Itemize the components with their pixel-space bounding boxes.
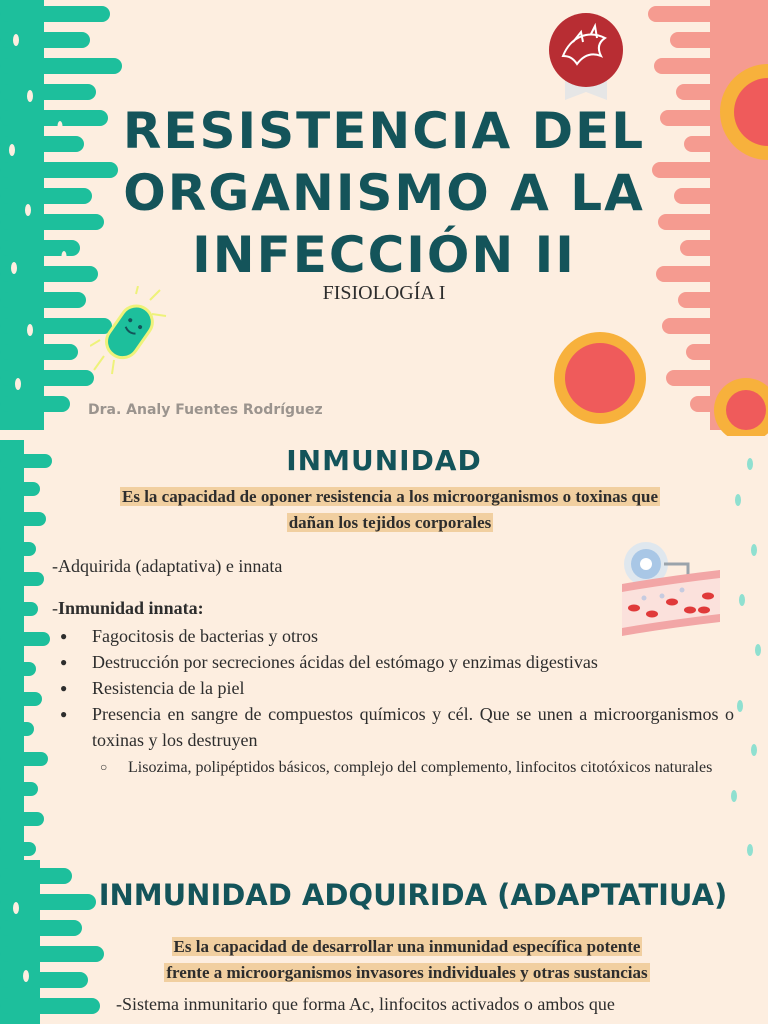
innate-immunity-list [52,623,734,753]
list-item: ● Resistencia de la piel [52,675,734,701]
university-logo-icon [545,12,627,104]
section-heading-inmunidad-adquirida: INMUNIDAD ADQUIRIDA (ADAPTATIUA) [98,878,728,912]
subtitle: FISIOLOGÍA I [322,282,446,304]
inmunidad-definition [40,484,740,536]
definition-line-1: Es la capacidad de oponer resistencia a los microorganismos o toxinas que [122,487,658,506]
adaptive-system-line: -Sistema inmunitario que forma Ac, linfocitos activados o ambos que [116,994,615,1014]
author-name: Dra. Analy Fuentes Rodríguez [88,402,323,418]
sub-list-item: ○ Lisozima, polipéptidos básicos, complejo del complemento, linfocitos citotóxicos naturales [128,756,734,779]
section-heading-inmunidad: INMUNIDAD [286,444,482,477]
adquirida-definition [60,934,754,986]
red-cell-icon [553,331,647,425]
page-title-line-3: INFECCIÓN II [192,226,576,284]
page-title-line-1: RESISTENCIA DEL [122,102,646,160]
immunity-types-line: -Adquirida (adaptativa) e innata [52,556,283,576]
innate-label-prefix: - [52,598,58,618]
page-title-line-2: ORGANISMO A LA [123,164,645,222]
adaptive-definition-line-1: Es la capacidad de desarrollar una inmunidad específica potente [173,937,641,956]
innate-label-text: Inmunidad innata: [58,598,204,618]
definition-line-2: dañan los tejidos corporales [288,513,492,532]
innate-immunity-label [52,598,204,619]
list-item: ● Destrucción por secreciones ácidas del estómago y enzimas digestivas [52,649,734,675]
list-item: ● Presencia en sangre de compuestos químicos y cél. Que se unen a microorganismos o toxinas y los destruyen [52,701,734,753]
bottom-right-cell-icon [712,376,768,436]
list-item: ● Fagocitosis de bacterias y otros [52,623,734,649]
adaptive-definition-line-2: frente a microorganismos invasores individuales y otras sustancias [166,963,648,982]
